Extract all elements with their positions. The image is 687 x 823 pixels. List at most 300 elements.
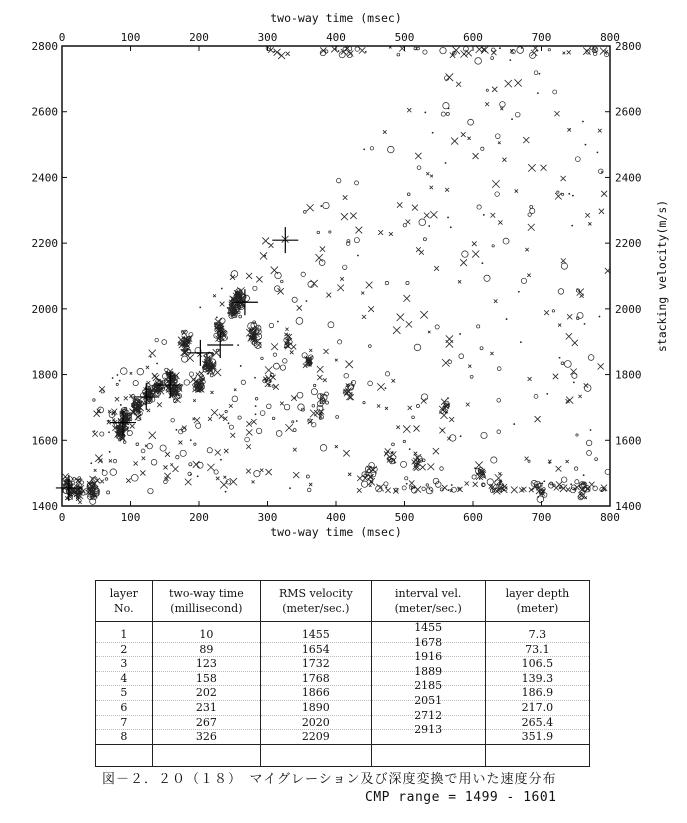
semblance-cross-marker [414, 454, 421, 461]
semblance-dot-marker [371, 482, 373, 484]
semblance-cross-marker [556, 466, 562, 472]
semblance-dot-marker [513, 423, 515, 425]
semblance-cross-marker [451, 138, 458, 145]
cell-interval: 2712 [371, 708, 485, 723]
semblance-circle-marker [260, 411, 265, 416]
semblance-circle-marker [354, 238, 359, 243]
y-tick-label-right: 1400 [615, 500, 642, 513]
cell-layer: 5 [96, 686, 153, 701]
velocity-pick-marker [157, 372, 183, 398]
semblance-cross-marker [207, 464, 214, 471]
semblance-cross-marker [270, 375, 275, 380]
semblance-circle-marker [229, 425, 233, 429]
semblance-dot-marker [363, 148, 365, 150]
semblance-circle-marker [368, 381, 373, 386]
semblance-circle-marker [337, 340, 341, 344]
cell-interval: 1889 [371, 664, 485, 679]
semblance-cross-marker [307, 204, 314, 211]
semblance-circle-marker [336, 415, 339, 418]
semblance-cross-marker [361, 291, 364, 294]
header-rms-velocity: RMS velocity (meter/sec.) [261, 581, 371, 622]
semblance-cross-marker [446, 335, 453, 342]
semblance-dot-marker [429, 488, 431, 490]
semblance-dot-marker [432, 132, 434, 134]
semblance-circle-marker [133, 380, 138, 385]
semblance-dot-marker [228, 422, 230, 424]
semblance-circle-marker [194, 443, 196, 445]
cell-depth: 265.4 [485, 715, 589, 730]
cell-rms: 2020 [261, 715, 371, 730]
semblance-circle-marker [241, 380, 245, 384]
semblance-dot-marker [599, 316, 601, 318]
semblance-dot-marker [430, 490, 432, 492]
cell-interval: 1455 [371, 615, 485, 636]
semblance-cross-marker [466, 403, 470, 407]
x-tick-label-bottom: 400 [326, 511, 346, 524]
semblance-circle-marker [141, 449, 145, 453]
semblance-circle-marker [440, 47, 446, 53]
cell-layer: 2 [96, 642, 153, 657]
semblance-dot-marker [117, 374, 119, 376]
table-row [96, 715, 590, 730]
cell-time: 123 [152, 657, 261, 672]
semblance-circle-marker [107, 491, 110, 494]
semblance-circle-marker [102, 470, 107, 475]
y-tick-label-right: 2400 [615, 171, 642, 185]
semblance-dot-marker [296, 420, 298, 422]
cell-rms: 1768 [261, 671, 371, 686]
semblance-circle-marker [472, 475, 476, 479]
semblance-circle-marker [403, 224, 406, 227]
semblance-dot-marker [308, 365, 310, 367]
semblance-cross-marker [280, 402, 284, 406]
semblance-cross-marker [408, 406, 412, 410]
semblance-dot-marker [269, 381, 271, 383]
cell-rms: 1866 [261, 686, 371, 701]
semblance-circle-marker [530, 205, 533, 208]
semblance-circle-marker [296, 318, 303, 325]
semblance-dot-marker [77, 486, 79, 488]
semblance-cross-marker [389, 232, 393, 236]
semblance-dot-marker [119, 380, 121, 382]
semblance-cross-marker [224, 449, 228, 453]
semblance-cross-marker [525, 457, 529, 461]
semblance-circle-marker [189, 463, 192, 466]
semblance-dot-marker [190, 439, 192, 441]
semblance-cross-marker [246, 444, 251, 449]
cell-layer: 8 [96, 730, 153, 745]
table-spacer-row [96, 744, 590, 766]
x-tick-label-top: 400 [326, 31, 346, 44]
semblance-cross-marker [368, 306, 374, 312]
semblance-cross-marker [456, 82, 461, 87]
semblance-circle-marker [530, 208, 535, 213]
semblance-cross-marker [348, 473, 351, 476]
semblance-circle-marker [165, 368, 168, 371]
table-row [96, 671, 590, 686]
cell-layer: 7 [96, 715, 153, 730]
semblance-cross-marker [229, 404, 233, 408]
semblance-cross-marker [251, 419, 256, 424]
semblance-circle-marker [561, 362, 564, 365]
semblance-cross-marker [415, 153, 421, 159]
semblance-circle-marker [392, 443, 395, 446]
semblance-cross-marker [494, 299, 498, 303]
cell-time: 267 [152, 715, 261, 730]
semblance-cross-marker [335, 445, 338, 448]
semblance-cross-marker [424, 213, 430, 219]
semblance-dot-marker [320, 402, 322, 404]
semblance-dot-marker [269, 384, 271, 386]
semblance-dot-marker [590, 429, 592, 431]
semblance-circle-marker [354, 181, 358, 185]
semblance-cross-marker [491, 50, 496, 55]
semblance-cross-marker [403, 425, 410, 432]
semblance-cross-marker [223, 476, 226, 479]
semblance-circle-marker [558, 289, 564, 295]
semblance-circle-marker [292, 421, 294, 423]
semblance-cross-marker [567, 50, 571, 54]
table-row [96, 700, 590, 715]
semblance-dot-marker [249, 329, 251, 331]
semblance-cross-marker [420, 464, 426, 470]
semblance-dot-marker [573, 381, 575, 383]
semblance-circle-marker [151, 459, 157, 465]
semblance-cross-marker [355, 227, 362, 234]
semblance-dot-marker [539, 73, 541, 75]
semblance-circle-marker [254, 470, 260, 476]
semblance-cross-marker [285, 328, 288, 331]
semblance-dot-marker [112, 377, 114, 379]
semblance-circle-marker [407, 193, 410, 196]
semblance-dot-marker [90, 462, 92, 464]
semblance-dot-marker [386, 486, 388, 488]
semblance-cross-marker [309, 483, 312, 486]
semblance-circle-marker [280, 365, 285, 370]
y-tick-label-right: 1800 [615, 368, 642, 382]
semblance-cross-marker [134, 461, 138, 465]
cell-time: 326 [152, 730, 261, 745]
semblance-cross-marker [214, 369, 221, 376]
semblance-dot-marker [571, 225, 573, 227]
semblance-cross-marker [419, 250, 424, 255]
cell-layer: 6 [96, 700, 153, 715]
semblance-cross-marker [331, 46, 338, 53]
semblance-cross-marker [561, 176, 566, 181]
semblance-cross-marker [566, 487, 570, 491]
semblance-circle-marker [131, 474, 138, 481]
semblance-cross-marker [211, 409, 218, 416]
semblance-cross-marker [208, 417, 212, 421]
semblance-cross-marker [142, 456, 146, 460]
semblance-circle-marker [470, 375, 473, 378]
semblance-circle-marker [599, 169, 604, 174]
semblance-circle-marker [256, 428, 261, 433]
semblance-cross-marker [409, 480, 414, 485]
table-row [96, 657, 590, 672]
semblance-dot-marker [460, 435, 462, 437]
semblance-dot-marker [216, 317, 218, 319]
semblance-cross-marker [163, 465, 167, 469]
semblance-cross-marker [357, 476, 362, 481]
semblance-cross-marker [265, 366, 272, 373]
semblance-circle-marker [269, 323, 274, 328]
semblance-dot-marker [518, 291, 520, 293]
semblance-dot-marker [581, 483, 583, 485]
semblance-circle-marker [459, 354, 464, 359]
semblance-dot-marker [108, 431, 110, 433]
semblance-cross-marker [561, 258, 566, 263]
semblance-circle-marker [548, 49, 550, 51]
semblance-dot-marker [585, 144, 587, 146]
cell-interval: 2185 [371, 679, 485, 694]
semblance-dot-marker [385, 387, 387, 389]
semblance-cross-marker [585, 213, 590, 218]
semblance-circle-marker [405, 477, 408, 480]
semblance-cross-marker [252, 480, 255, 483]
semblance-circle-marker [370, 147, 373, 150]
semblance-cross-marker [465, 50, 471, 56]
semblance-dot-marker [264, 255, 266, 257]
semblance-cross-marker [347, 51, 353, 57]
semblance-cross-marker [572, 340, 578, 346]
semblance-dot-marker [218, 320, 220, 322]
semblance-cross-marker [199, 371, 204, 376]
semblance-cross-marker [271, 343, 278, 350]
semblance-circle-marker [328, 322, 334, 328]
semblance-cross-marker [492, 180, 500, 188]
y-tick-label-right: 2600 [615, 105, 642, 119]
table-row [96, 730, 590, 745]
semblance-cross-marker [193, 399, 196, 402]
semblance-cross-marker [269, 243, 274, 248]
semblance-circle-marker [423, 50, 427, 54]
semblance-circle-marker [557, 191, 559, 193]
semblance-circle-marker [273, 353, 276, 356]
semblance-circle-marker [317, 231, 320, 234]
header-layer-depth: layer depth (meter) [485, 581, 589, 622]
x-tick-label-bottom: 700 [531, 511, 552, 524]
semblance-circle-marker [311, 389, 317, 395]
semblance-dot-marker [156, 363, 158, 365]
cell-depth: 73.1 [485, 642, 589, 657]
semblance-cross-marker [377, 404, 380, 407]
semblance-cross-marker [234, 389, 236, 391]
semblance-dot-marker [509, 59, 511, 61]
semblance-dot-marker [289, 487, 291, 489]
semblance-cross-marker [345, 361, 353, 369]
semblance-cross-marker [359, 47, 365, 53]
semblance-circle-marker [363, 401, 365, 403]
semblance-cross-marker [559, 487, 561, 489]
semblance-cross-marker [286, 52, 290, 56]
semblance-circle-marker [323, 202, 329, 208]
semblance-cross-marker [124, 396, 128, 400]
semblance-circle-marker [148, 488, 153, 493]
semblance-cross-marker [357, 488, 362, 493]
x-tick-label-top: 200 [189, 31, 209, 44]
semblance-circle-marker [462, 251, 468, 257]
semblance-cross-marker [528, 224, 535, 231]
semblance-circle-marker [468, 119, 474, 125]
semblance-cross-marker [324, 349, 329, 354]
cell-interval: 2051 [371, 693, 485, 708]
semblance-circle-marker [344, 373, 349, 378]
semblance-cross-marker [492, 87, 497, 92]
header-layer-no: layer No. [96, 581, 153, 622]
semblance-cross-marker [555, 193, 562, 200]
table-row [96, 686, 590, 701]
semblance-circle-marker [180, 450, 186, 456]
semblance-cross-marker [397, 314, 404, 321]
semblance-circle-marker [137, 368, 144, 375]
semblance-cross-marker [326, 293, 331, 298]
semblance-cross-marker [490, 352, 493, 355]
semblance-cross-marker [278, 52, 285, 59]
x-axis-title-top: two-way time (msec) [270, 11, 402, 25]
semblance-circle-marker [98, 407, 104, 413]
semblance-circle-marker [312, 404, 315, 407]
semblance-cross-marker [130, 372, 132, 374]
y-tick-label-left: 1600 [31, 434, 58, 448]
semblance-cross-marker [570, 368, 576, 374]
semblance-cross-marker [439, 427, 445, 433]
semblance-cross-marker [377, 484, 384, 491]
y-tick-label-left: 2400 [31, 171, 58, 185]
semblance-cross-marker [461, 132, 466, 137]
semblance-dot-marker [109, 451, 111, 453]
semblance-cross-marker [262, 237, 269, 244]
semblance-circle-marker [110, 469, 117, 476]
semblance-cross-marker [220, 481, 228, 489]
semblance-cross-marker [589, 482, 594, 487]
semblance-cross-marker [472, 250, 479, 257]
y-tick-label-right: 2000 [615, 302, 642, 316]
semblance-circle-marker [406, 281, 409, 284]
semblance-circle-marker [385, 281, 388, 284]
semblance-cross-marker [427, 463, 434, 470]
semblance-cross-marker [293, 472, 299, 478]
semblance-dot-marker [255, 413, 257, 415]
semblance-cross-marker [130, 424, 135, 429]
semblance-cross-marker [605, 50, 608, 53]
semblance-dot-marker [255, 405, 257, 407]
semblance-cross-marker [165, 452, 170, 457]
cell-time: 89 [152, 642, 261, 657]
semblance-circle-marker [253, 286, 257, 290]
semblance-circle-marker [368, 345, 371, 348]
semblance-cross-marker [528, 164, 535, 171]
semblance-cross-marker [315, 254, 322, 261]
semblance-circle-marker [575, 157, 580, 162]
semblance-cross-marker [599, 209, 604, 214]
semblance-cross-marker [541, 165, 547, 171]
semblance-dot-marker [273, 51, 275, 53]
semblance-dot-marker [150, 356, 152, 358]
semblance-dot-marker [498, 488, 500, 490]
semblance-dot-marker [597, 151, 599, 153]
y-tick-label-right: 1600 [615, 434, 642, 448]
semblance-circle-marker [293, 429, 296, 432]
semblance-cross-marker [149, 432, 156, 439]
semblance-dot-marker [447, 397, 449, 399]
semblance-cross-marker [485, 102, 489, 106]
semblance-circle-marker [273, 363, 279, 369]
semblance-cross-marker [147, 409, 150, 412]
figure-caption: 図－２．２０（１８） マイグレーション及び深度変換で用いた速度分布 [102, 772, 557, 787]
semblance-circle-marker [275, 272, 282, 279]
semblance-circle-marker [401, 461, 407, 467]
semblance-circle-marker [384, 482, 388, 486]
semblance-cross-marker [256, 276, 262, 282]
semblance-circle-marker [552, 310, 554, 312]
semblance-cross-marker [335, 359, 338, 362]
semblance-cross-marker [350, 213, 356, 219]
x-tick-label-bottom: 500 [394, 511, 415, 524]
semblance-circle-marker [239, 315, 242, 318]
semblance-dot-marker [445, 162, 447, 164]
semblance-circle-marker [446, 112, 449, 115]
semblance-dot-marker [459, 333, 461, 335]
semblance-dot-marker [391, 460, 393, 462]
semblance-cross-marker [554, 111, 559, 116]
semblance-cross-marker [260, 469, 263, 472]
table-header-row [96, 581, 590, 622]
semblance-circle-marker [412, 416, 415, 419]
semblance-cross-marker [502, 158, 506, 162]
semblance-circle-marker [497, 367, 501, 371]
semblance-cross-marker [213, 294, 216, 297]
semblance-cross-marker [598, 363, 604, 369]
semblance-cross-marker [414, 452, 418, 456]
semblance-cross-marker [397, 202, 402, 207]
semblance-cross-marker [219, 414, 224, 419]
cell-depth: 7.3 [485, 622, 589, 643]
semblance-cross-marker [343, 195, 348, 200]
cell-layer: 3 [96, 657, 153, 672]
semblance-cross-marker [567, 314, 572, 319]
semblance-cross-marker [340, 277, 344, 281]
semblance-cross-marker [185, 479, 192, 486]
semblance-cross-marker [291, 344, 296, 349]
semblance-cross-marker [500, 107, 503, 110]
semblance-circle-marker [113, 459, 117, 463]
cell-depth: 186.9 [485, 686, 589, 701]
semblance-dot-marker [451, 484, 453, 486]
semblance-circle-marker [576, 434, 578, 436]
semblance-circle-marker [534, 394, 538, 398]
semblance-cross-marker [428, 331, 430, 333]
semblance-cross-marker [445, 188, 449, 192]
semblance-dot-marker [568, 193, 570, 195]
semblance-circle-marker [521, 278, 526, 283]
semblance-cross-marker [467, 137, 470, 140]
semblance-cross-marker [385, 407, 388, 410]
semblance-circle-marker [402, 486, 406, 490]
semblance-dot-marker [93, 430, 95, 432]
semblance-cross-marker [362, 315, 366, 319]
semblance-circle-marker [491, 57, 494, 60]
semblance-circle-marker [220, 318, 225, 323]
cell-rms: 1654 [261, 642, 371, 657]
semblance-cross-marker [528, 377, 532, 381]
semblance-dot-marker [357, 255, 359, 257]
semblance-cross-marker [309, 349, 312, 352]
semblance-cross-marker [343, 450, 349, 456]
semblance-circle-marker [426, 484, 429, 487]
semblance-cross-marker [460, 259, 467, 266]
semblance-cross-marker [193, 461, 200, 468]
